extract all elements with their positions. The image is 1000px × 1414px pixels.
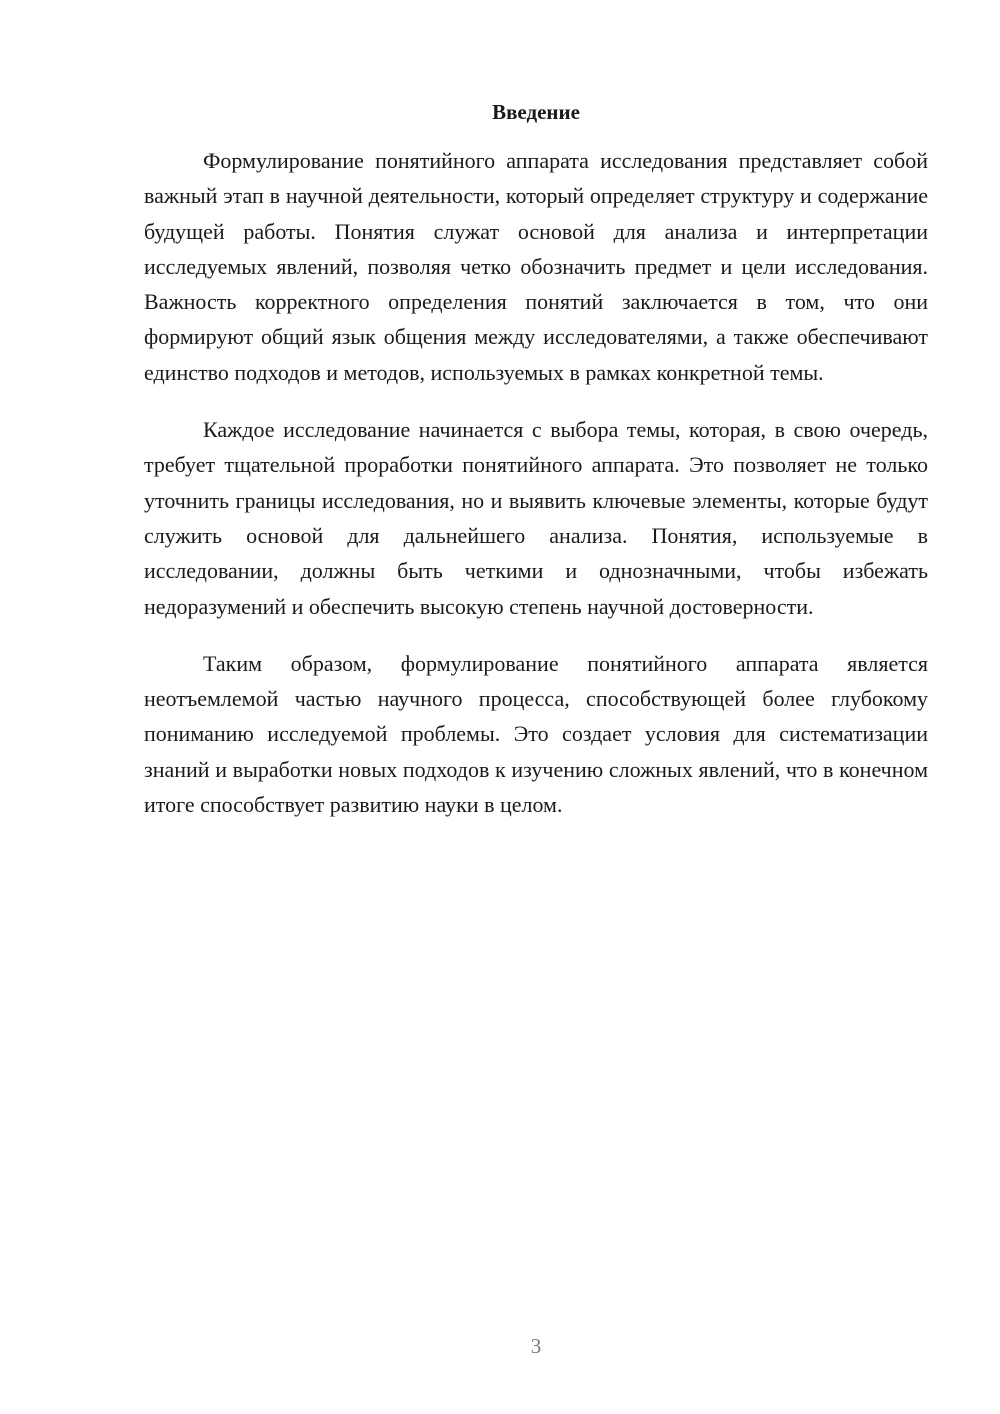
paragraph-1: Формулирование понятийного аппарата исследования представляет собой важный этап в научной деятельности, который определяет структуру и содержание будущей работы. Понятия служат основой для анализа и интерпретации исследуемых явлений, позволяя четко обозначить предмет и цели исследования. Важность корректного определения понятий заключается в том, что они формируют общий язык общения между исследователями, а также обеспечивают единство подходов и методов, используемых в рамках конкретной темы.	[144, 148, 928, 385]
section-heading: Введение	[492, 100, 580, 124]
body-text	[144, 143, 928, 844]
paragraph-3: Таким образом, формулирование понятийного аппарата является неотъемлемой частью научного процесса, способствующей более глубокому пониманию исследуемой проблемы. Это создает условия для систематизации знаний и выработки новых подходов к изучению сложных явлений, что в конечном итоге способствует развитию науки в целом.	[144, 650, 928, 818]
page-number: 3	[530, 1334, 542, 1358]
paragraph-2: Каждое исследование начинается с выбора темы, которая, в свою очередь, требует тщательной проработки понятийного аппарата. Это позволяет не только уточнить границы исследования, но и выявить ключевые элементы, которые будут служить основой для дальнейшего анализа. Понятия, используемые в исследовании, должны быть четкими и однозначными, чтобы избежать недоразумений и обеспечить высокую степень научной достоверности.	[144, 417, 928, 619]
